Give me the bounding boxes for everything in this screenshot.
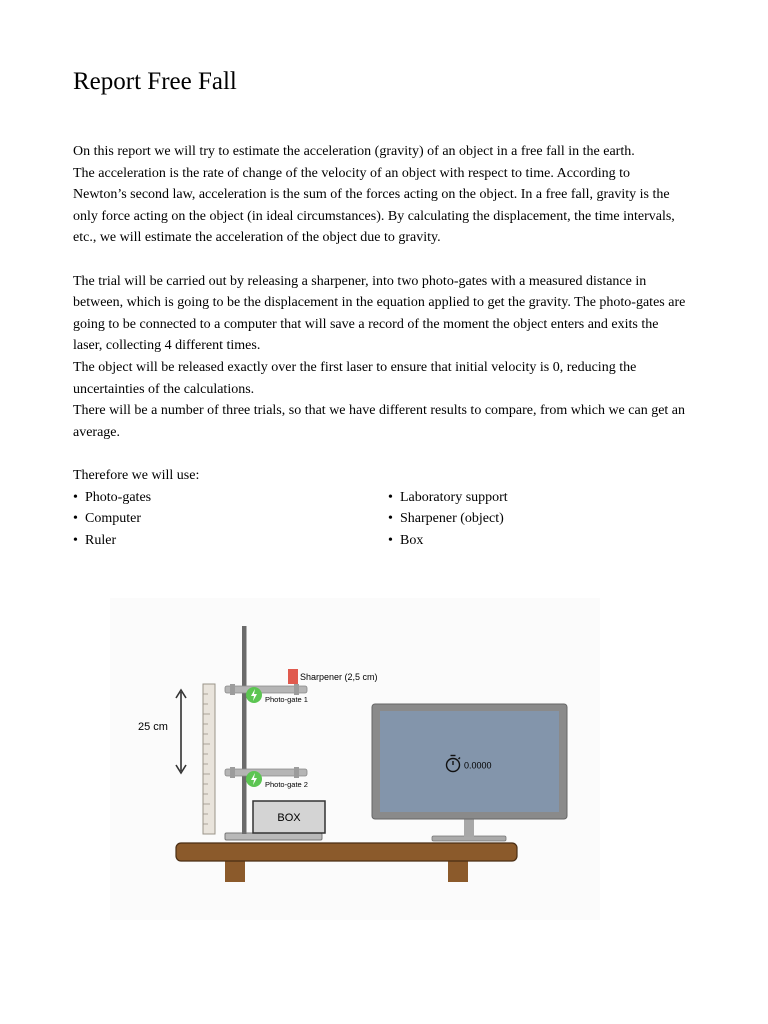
table-top <box>176 843 517 861</box>
table-leg-right <box>448 860 468 882</box>
text-line: The object will be released exactly over the first laser to ensure that initial velocity is 0, reducing the <box>73 359 637 375</box>
text-line: The trial will be carried out by releasing a sharpener, into two photo-gates with a measured distance in <box>73 273 647 289</box>
text-line: On this report we will try to estimate the acceleration (gravity) of an object in a free fall in the earth. <box>73 144 635 159</box>
bullet-icon: • <box>388 489 393 505</box>
list-item <box>388 508 703 530</box>
ruler <box>203 684 215 834</box>
table-leg-left <box>225 860 245 882</box>
text-line: average. <box>73 424 121 440</box>
photo-gate-1-label: Photo-gate 1 <box>265 695 308 704</box>
list-item <box>73 508 388 530</box>
experiment-diagram <box>110 598 600 920</box>
materials-section <box>73 465 703 551</box>
method-paragraph <box>73 271 703 444</box>
materials-column-right <box>388 487 703 552</box>
report-body <box>73 141 703 551</box>
intro-paragraph <box>73 141 703 249</box>
text-line: The acceleration is the rate of change of the velocity of an object with respect to time. According to <box>73 165 631 181</box>
photo-gate-2-label: Photo-gate 2 <box>265 780 308 789</box>
sharpener-label: Sharpener (2,5 cm) <box>300 672 378 682</box>
list-item-label: Photo-gates <box>85 489 152 505</box>
list-item-label: Ruler <box>85 532 117 548</box>
text-line: Newton’s second law, acceleration is the sum of the forces acting on the object. In a free fall, gravity is the <box>73 187 670 203</box>
bullet-icon: • <box>73 532 78 548</box>
photo-gate-2-icon <box>246 771 262 787</box>
text-line: laser, collecting 4 different times. <box>73 338 261 354</box>
bullet-icon: • <box>388 532 393 548</box>
list-item-label: Sharpener (object) <box>400 511 504 527</box>
photo-gate-1-icon <box>246 687 262 703</box>
text-line: etc., we will estimate the acceleration of the object due to gravity. <box>73 230 441 246</box>
list-item-label: Box <box>400 532 424 548</box>
text-line: There will be a number of three trials, so that we have different results to compare, from which we can get an <box>73 403 686 419</box>
distance-label: 25 cm <box>138 721 168 733</box>
experiment-diagram-svg <box>110 598 600 920</box>
text-line: uncertainties of the calculations. <box>73 381 255 397</box>
stand-base <box>225 833 322 840</box>
bullet-icon: • <box>73 489 78 505</box>
list-item <box>388 530 703 552</box>
page-title: Report Free Fall <box>73 68 237 95</box>
list-item-label: Computer <box>85 511 141 527</box>
box-label: BOX <box>277 812 301 824</box>
text-line: between, which is going to be the displacement in the equation applied to get the gravity. The photo-gates are <box>73 295 686 311</box>
list-item <box>73 487 388 509</box>
photo-gate-2 <box>225 767 307 778</box>
bullet-icon: • <box>73 511 78 527</box>
list-item <box>388 487 703 509</box>
list-item-label: Laboratory support <box>400 489 508 505</box>
materials-list <box>73 487 703 552</box>
text-line: only force acting on the object (in ideal circumstances). By calculating the displacement, the time intervals, <box>73 208 675 224</box>
timer-readout: 0.0000 <box>464 760 492 771</box>
sharpener-object <box>288 669 298 684</box>
monitor-neck <box>464 819 474 837</box>
stand-rod <box>242 626 247 834</box>
list-item <box>73 530 388 552</box>
text-line: going to be connected to a computer that will save a record of the moment the object enters and exits the <box>73 316 659 332</box>
materials-column-left <box>73 487 388 552</box>
photo-gate-1 <box>225 684 307 695</box>
materials-intro: Therefore we will use: <box>73 467 200 483</box>
bullet-icon: • <box>388 511 393 527</box>
